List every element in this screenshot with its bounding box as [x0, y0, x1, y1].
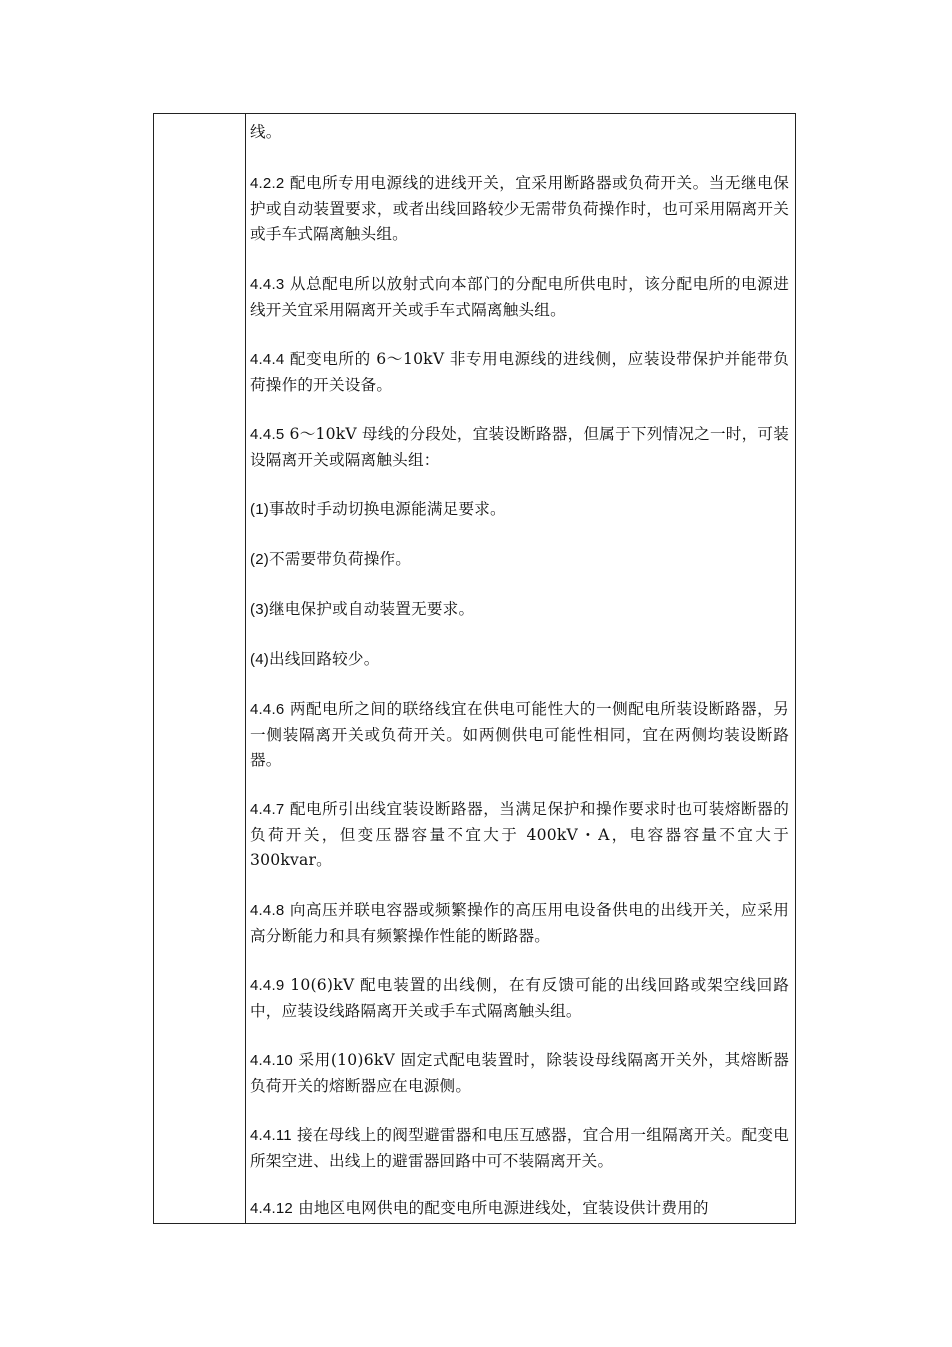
list-item: (2)不需要带负荷操作。 — [250, 550, 412, 568]
paragraph: 4.4.10 采用(10)6kV 固定式配电装置时，除装设母线隔离开关外，其熔断器负荷开关的熔断器应在电源侧。 — [250, 1051, 789, 1095]
paragraph: 4.4.4 配变电所的 6～10kV 非专用电源线的进线侧，应装设带保护并能带负荷操作的开关设备。 — [250, 350, 789, 394]
paragraph: 4.4.9 10(6)kV 配电装置的出线侧，在有反馈可能的出线回路或架空线回路中，应装设线路隔离开关或手车式隔离触头组。 — [250, 976, 789, 1020]
paragraph: 4.4.5 6～10kV 母线的分段处，宜装设断路器，但属于下列情况之一时，可装设隔离开关或隔离触头组： — [250, 425, 789, 469]
list-item: (1)事故时手动切换电源能满足要求。 — [250, 500, 506, 518]
paragraph: 4.4.3 从总配电所以放射式向本部门的分配电所供电时，该分配电所的电源进线开关宜采用隔离开关或手车式隔离触头组。 — [250, 275, 789, 319]
table-left-column — [154, 114, 246, 1223]
paragraph: 4.2.2 配电所专用电源线的进线开关，宜采用断路器或负荷开关。当无继电保护或自动装置要求，或者出线回路较少无需带负荷操作时，也可采用隔离开关或手车式隔离触头组。 — [250, 174, 789, 243]
table-right-column — [247, 114, 795, 1223]
paragraph: 线。 — [250, 123, 282, 141]
paragraph: 4.4.8 向高压并联电容器或频繁操作的高压用电设备供电的出线开关，应采用高分断能力和具有频繁操作性能的断路器。 — [250, 901, 789, 945]
paragraph: 4.4.6 两配电所之间的联络线宜在供电可能性大的一侧配电所装设断路器，另一侧装隔离开关或负荷开关。如两侧供电可能性相同，宜在两侧均装设断路器。 — [250, 700, 789, 769]
paragraph: 4.4.11 接在母线上的阀型避雷器和电压互感器，宜合用一组隔离开关。配变电所架空进、出线上的避雷器回路中可不装隔离开关。 — [250, 1126, 789, 1170]
list-item: (3)继电保护或自动装置无要求。 — [250, 600, 475, 618]
paragraph: 4.4.7 配电所引出线宜装设断路器，当满足保护和操作要求时也可装熔断器的负荷开关，但变压器容量不宜大于 400kV・A，电容器容量不宜大于 300kvar。 — [250, 800, 789, 869]
paragraph: 4.4.12 由地区电网供电的配变电所电源进线处，宜装设供计费用的 — [250, 1199, 709, 1217]
document-table — [153, 113, 796, 1224]
list-item: (4)出线回路较少。 — [250, 650, 380, 668]
